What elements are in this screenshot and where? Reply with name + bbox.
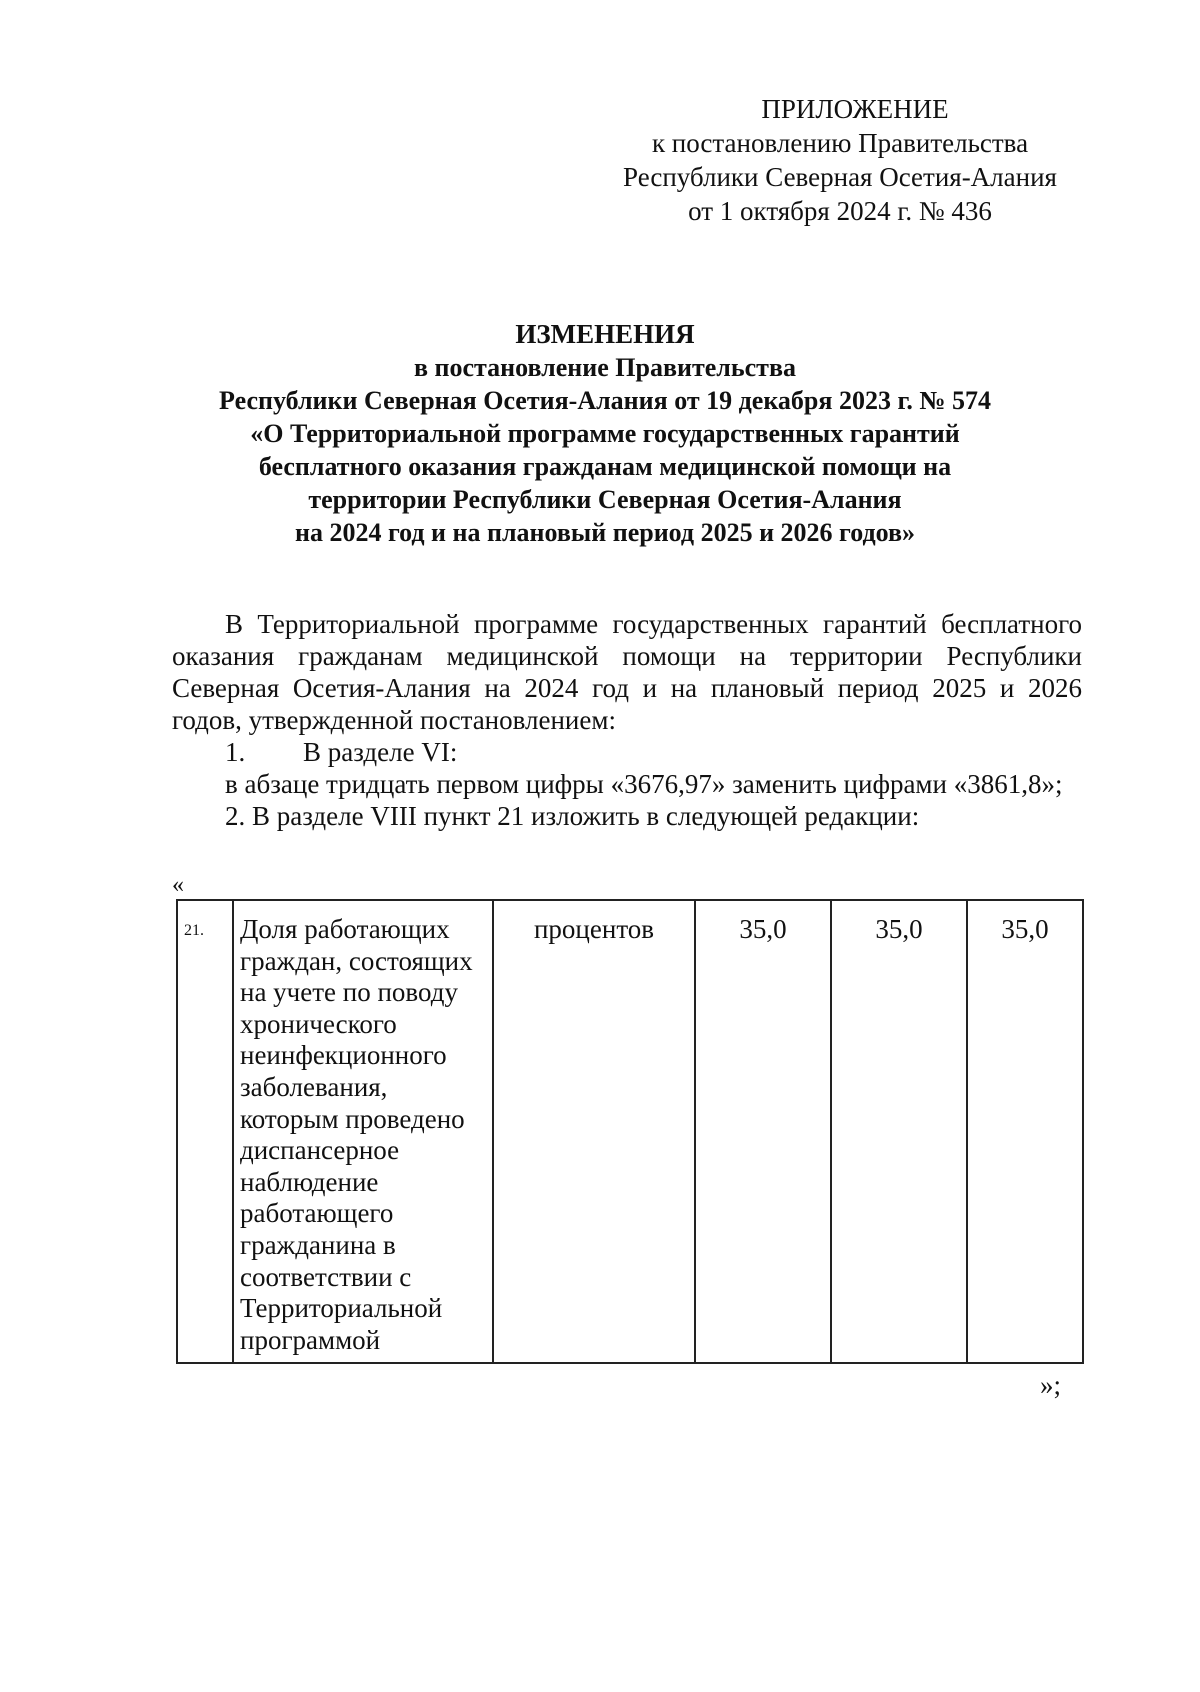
row-value-2024: 35,0 [695, 900, 831, 1363]
item-1-text: В разделе VI: [303, 737, 458, 767]
intro-paragraph: В Территориальной программе государственных гарантий бесплатного оказания гражданам медицинской помощи на территории Республики Северная Осетия-Алания на 2024 год и на плановый период 2025 и 2026 годов, утвержденной постановлением: [172, 609, 1082, 735]
item-2: 2. В разделе VIII пункт 21 изложить в следующей редакции: [225, 801, 920, 831]
row-value-2026: 35,0 [967, 900, 1083, 1363]
appendix-title: ПРИЛОЖЕНИЕ [761, 94, 949, 124]
row-number: 21. [177, 900, 233, 1363]
changes-line-1: в постановление Правительства [413, 353, 796, 382]
table-open-quote: « [172, 872, 184, 898]
indicator-table [176, 899, 1084, 1364]
table-row [177, 900, 1083, 1363]
changes-heading: ИЗМЕНЕНИЯ [515, 319, 695, 349]
changes-line-5: территории Республики Северная Осетия-Алания [308, 485, 902, 514]
changes-line-2: Республики Северная Осетия-Алания от 19 декабря 2023 г. № 574 [219, 386, 991, 415]
item-1-detail: в абзаце тридцать первом цифры «3676,97» заменить цифрами «3861,8»; [225, 769, 1063, 799]
changes-line-4: бесплатного оказания гражданам медицинской помощи на [258, 452, 952, 481]
row-description: Доля работающих граждан, состоящих на учете по поводу хронического неинфекционного заболевания, которым проведено диспансерное наблюдение работающего гражданина в соответствии с Территориальной программой [233, 900, 493, 1363]
appendix-line-1: к постановлению Правительства [651, 128, 1029, 158]
item-1 [172, 736, 1082, 768]
changes-line-6: на 2024 год и на плановый период 2025 и 2026 годов» [294, 518, 916, 547]
appendix-line-3: от 1 октября 2024 г. № 436 [688, 196, 992, 226]
row-value-2025: 35,0 [831, 900, 967, 1363]
document-body [172, 608, 1082, 832]
row-unit: процентов [493, 900, 695, 1363]
item-1-number: 1. [225, 737, 246, 767]
changes-title-block [150, 318, 1060, 549]
appendix-line-2: Республики Северная Осетия-Алания [623, 162, 1057, 192]
table-close-quote: »; [1040, 1370, 1062, 1400]
appendix-header [580, 92, 1100, 228]
changes-line-3: «О Территориальной программе государственных гарантий [250, 419, 960, 448]
